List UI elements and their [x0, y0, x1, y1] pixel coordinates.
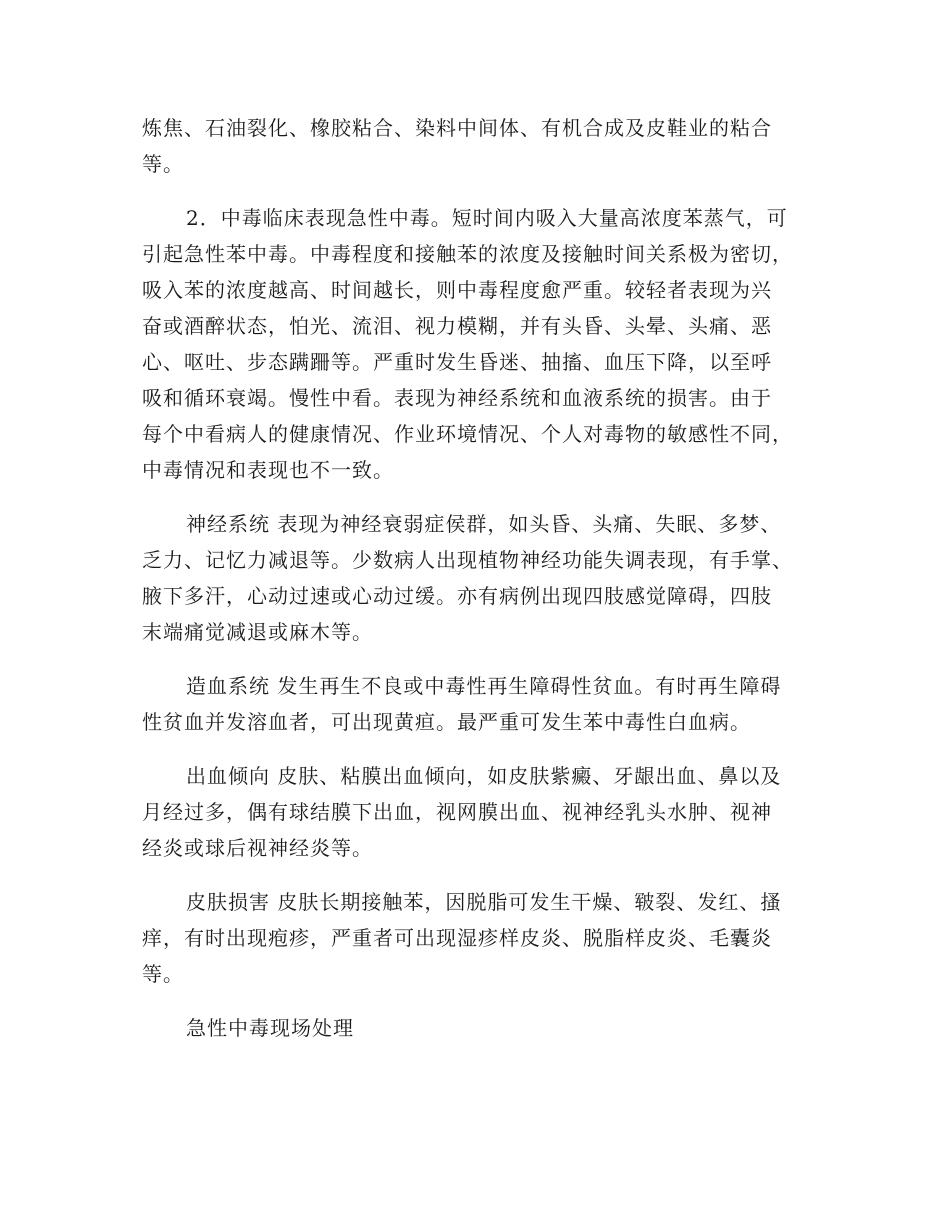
paragraph-uses-continued: [142, 110, 812, 182]
paragraph-hematopoietic-system: [142, 668, 812, 740]
text-line: 等。: [142, 962, 184, 986]
text-line: 皮肤损害 皮肤长期接触苯，因脱脂可发生干燥、皲裂、发红、搔: [186, 890, 782, 914]
text-line: 吸和循环衰竭。慢性中看。表现为神经系统和血液系统的损害。由于: [142, 386, 772, 410]
text-line: 心、呕吐、步态蹒跚等。严重时发生昏迷、抽搐、血压下降，以至呼: [142, 350, 772, 374]
text-line: 每个中看病人的健康情况、作业环境情况、个人对毒物的敏感性不同，: [142, 422, 793, 446]
document-body: [142, 110, 812, 1064]
paragraph-skin-damage: [142, 884, 812, 992]
text-line: 2．中毒临床表现急性中毒。短时间内吸入大量高浓度苯蒸气，可: [186, 206, 788, 230]
paragraph-bleeding-tendency: [142, 758, 812, 866]
text-line: 末端痛觉减退或麻木等。: [142, 620, 373, 644]
text-line: 吸入苯的浓度越高、时间越长，则中毒程度愈严重。较轻者表现为兴: [142, 278, 772, 302]
paragraph-clinical-manifestations: [142, 200, 812, 488]
text-line: 出血倾向 皮肤、粘膜出血倾向，如皮肤紫癜、牙龈出血、鼻以及: [186, 764, 782, 788]
text-line: 痒，有时出现疱疹，严重者可出现湿疹样皮炎、脱脂样皮炎、毛囊炎: [142, 926, 772, 950]
section-heading-acute-poisoning-onsite-treatment: [142, 1010, 812, 1046]
text-line: 腋下多汗，心动过速或心动过缓。亦有病例出现四肢感觉障碍，四肢: [142, 584, 772, 608]
text-line: 奋或酒醉状态，怕光、流泪、视力模糊，并有头昏、头晕、头痛、恶: [142, 314, 772, 338]
text-line: 乏力、记忆力减退等。少数病人出现植物神经功能失调表现，有手掌、: [142, 548, 793, 572]
text-line: 等。: [142, 152, 184, 176]
text-line: 炼焦、石油裂化、橡胶粘合、染料中间体、有机合成及皮鞋业的粘合: [142, 116, 772, 140]
paragraph-nervous-system: [142, 506, 812, 650]
text-line: 性贫血并发溶血者，可出现黄疸。最严重可发生苯中毒性白血病。: [142, 710, 751, 734]
text-line: 急性中毒现场处理: [186, 1016, 354, 1040]
text-line: 经炎或球后视神经炎等。: [142, 836, 373, 860]
text-line: 中毒情况和表现也不一致。: [142, 458, 394, 482]
text-line: 造血系统 发生再生不良或中毒性再生障碍性贫血。有时再生障碍: [186, 674, 782, 698]
text-line: 月经过多，偶有球结膜下出血，视网膜出血、视神经乳头水肿、视神: [142, 800, 772, 824]
text-line: 引起急性苯中毒。中毒程度和接触苯的浓度及接触时间关系极为密切，: [142, 242, 793, 266]
text-line: 神经系统 表现为神经衰弱症侯群，如头昏、头痛、失眠、多梦、: [186, 512, 782, 536]
